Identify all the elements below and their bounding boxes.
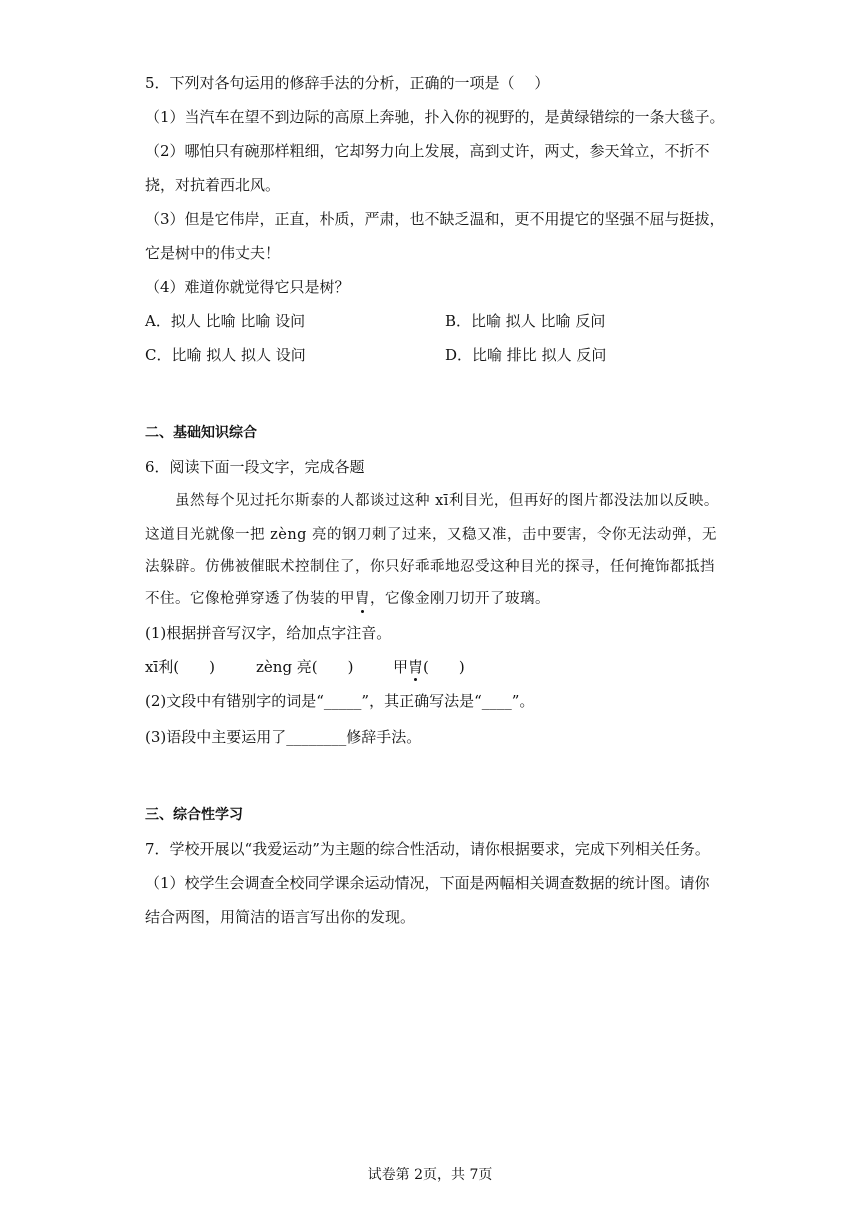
q5-stem: 5．下列对各句运用的修辞手法的分析，正确的一项是（ ） (145, 74, 550, 92)
q5-option-a[interactable]: A．拟人 比喻 比喻 设问 (145, 312, 306, 330)
q5-option-c[interactable]: C．比喻 拟人 拟人 设问 (145, 346, 306, 364)
q6-passage-line-4-start: 不住。它像枪弹穿透了伪装的甲 (145, 591, 355, 607)
q6-sub-question-1: (1)根据拼音写汉字，给加点字注音。 (145, 624, 392, 642)
q7-stem: 7．学校开展以“我爱运动”为主题的综合性活动，请你根据要求，完成下列相关任务。 (145, 840, 710, 858)
q6-blank-zeng-liang[interactable]: zèng 亮( ) (256, 658, 354, 676)
q5-option-b[interactable]: B．比喻 拟人 比喻 反问 (445, 312, 606, 330)
q6-blank-xi-li[interactable]: xī利( ) (145, 658, 215, 676)
q6-stem: 6．阅读下面一段文字，完成各题 (145, 458, 365, 476)
q6-passage-line-2: 这道目光就像一把 zèng 亮的钢刀刺了过来，又稳又准，击中要害，令你无法动弹，无 (145, 527, 718, 543)
q7-task-1-line-2: 结合两图，用简洁的语言写出你的发现。 (145, 908, 416, 926)
q5-sentence-2-line-2: 挠，对抗着西北风。 (145, 176, 281, 194)
q6-blank-jia-zhou[interactable] (393, 656, 465, 678)
q6-passage-line-3: 法躲辟。仿佛被催眠术控制住了，你只好乖乖地忍受这种目光的探寻，任何掩饰都抵挡 (145, 559, 715, 575)
q5-sentence-2-line-1: （2）哪怕只有碗那样粗细，它却努力向上发展，高到丈许，两丈，参天耸立，不折不 (145, 142, 710, 160)
q6-passage-line-1: 虽然每个见过托尔斯泰的人都谈过这种 xī利目光，但再好的图片都没法加以反映。 (175, 493, 719, 509)
section-3-heading: 三、综合性学习 (145, 807, 243, 823)
q5-sentence-4: （4）难道你就觉得它只是树？ (145, 278, 350, 296)
q6-blank-jia: 甲 (393, 658, 409, 676)
q5-sentence-3-line-1: （3）但是它伟岸，正直，朴质，严肃，也不缺乏温和，更不用提它的坚强不屈与挺拔， (145, 210, 725, 228)
q7-task-1-line-1: （1）校学生会调查全校同学课余运动情况，下面是两幅相关调查数据的统计图。请你 (145, 874, 710, 892)
q5-sentence-3-line-2: 它是树中的伟丈夫！ (145, 244, 281, 262)
page-footer: 试卷第 2页，共 7页 (367, 1167, 493, 1183)
q6-blank-dotted-character: 胄 (408, 658, 424, 676)
q6-passage-line-4 (145, 588, 550, 610)
q5-sentence-1: （1）当汽车在望不到边际的高原上奔驰，扑入你的视野的，是黄绿错综的一条大毯子。 (145, 108, 725, 126)
q5-option-d[interactable]: D．比喻 排比 拟人 反问 (445, 346, 607, 364)
section-2-heading: 二、基础知识综合 (145, 425, 257, 441)
q6-sub-question-3[interactable]: (3)语段中主要运用了________修辞手法。 (145, 728, 422, 746)
q6-dotted-character: 胄 (355, 588, 370, 610)
q6-sub-question-2[interactable]: (2)文段中有错别字的词是“_____”，其正确写法是“____”。 (145, 692, 535, 710)
q6-blank-parentheses: ( ) (423, 658, 465, 676)
q6-passage-line-4-end: ，它像金刚刀切开了玻璃。 (370, 591, 550, 607)
